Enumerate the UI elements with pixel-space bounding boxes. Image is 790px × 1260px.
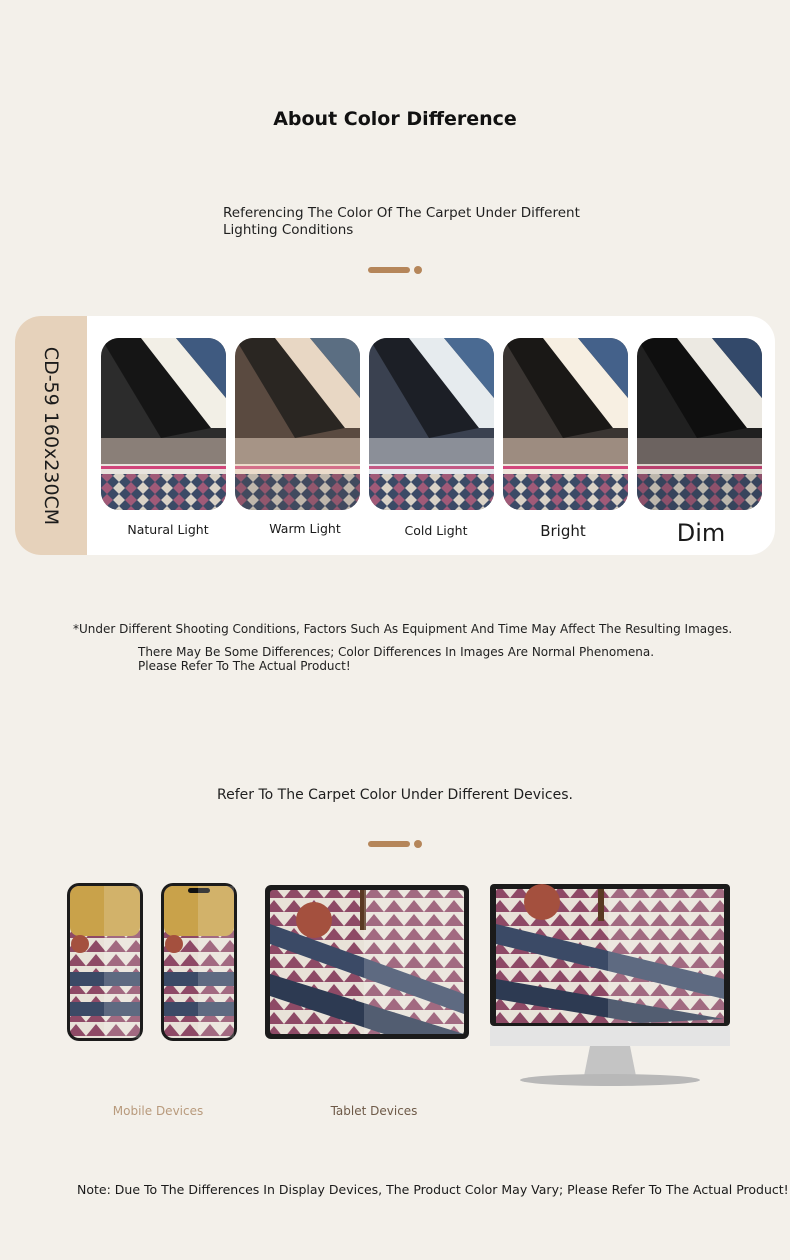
- monitor-mockup-icon: [490, 884, 730, 1090]
- page-title: About Color Difference: [273, 108, 517, 130]
- swatch-label-cold: Cold Light: [404, 523, 468, 538]
- divider-icon: [368, 266, 424, 274]
- divider-icon: [368, 840, 424, 848]
- mobile-devices-label: Mobile Devices: [112, 1104, 204, 1118]
- phone-mockup-icon: [160, 882, 238, 1044]
- devices-heading: Refer To The Carpet Color Under Different Devices.: [217, 787, 573, 803]
- color-swatch-card: [15, 316, 775, 555]
- phone-mockup-icon: [66, 882, 144, 1044]
- device-note: Note: Due To The Differences In Display Devices, The Product Color May Vary; Please Refer To The Actual Product!: [77, 1182, 789, 1197]
- page-subtitle: Referencing The Color Of The Carpet Under Different Lighting Conditions: [223, 205, 580, 238]
- disclaimer-line-2: There May Be Some Differences; Color Differences In Images Are Normal Phenomena. Please Refer To The Actual Product!: [138, 645, 655, 673]
- swatch-label-natural: Natural Light: [127, 522, 209, 537]
- swatch-warm-light: [235, 338, 360, 510]
- swatch-cold-light: [369, 338, 494, 510]
- swatch-label-warm: Warm Light: [269, 521, 341, 536]
- product-code: CD-59 160x230CM: [40, 346, 62, 526]
- tablet-mockup-icon: [264, 884, 470, 1040]
- swatch-label-bright: Bright: [540, 522, 586, 540]
- swatch-label-dim: Dim: [676, 519, 726, 547]
- disclaimer-line-1: *Under Different Shooting Conditions, Factors Such As Equipment And Time May Affect The Resulting Images.: [73, 622, 733, 636]
- product-code-panel: [15, 316, 87, 555]
- swatch-natural-light: [101, 338, 226, 510]
- swatch-dim: [637, 338, 762, 510]
- tablet-devices-label: Tablet Devices: [330, 1104, 418, 1118]
- swatch-bright: [503, 338, 628, 510]
